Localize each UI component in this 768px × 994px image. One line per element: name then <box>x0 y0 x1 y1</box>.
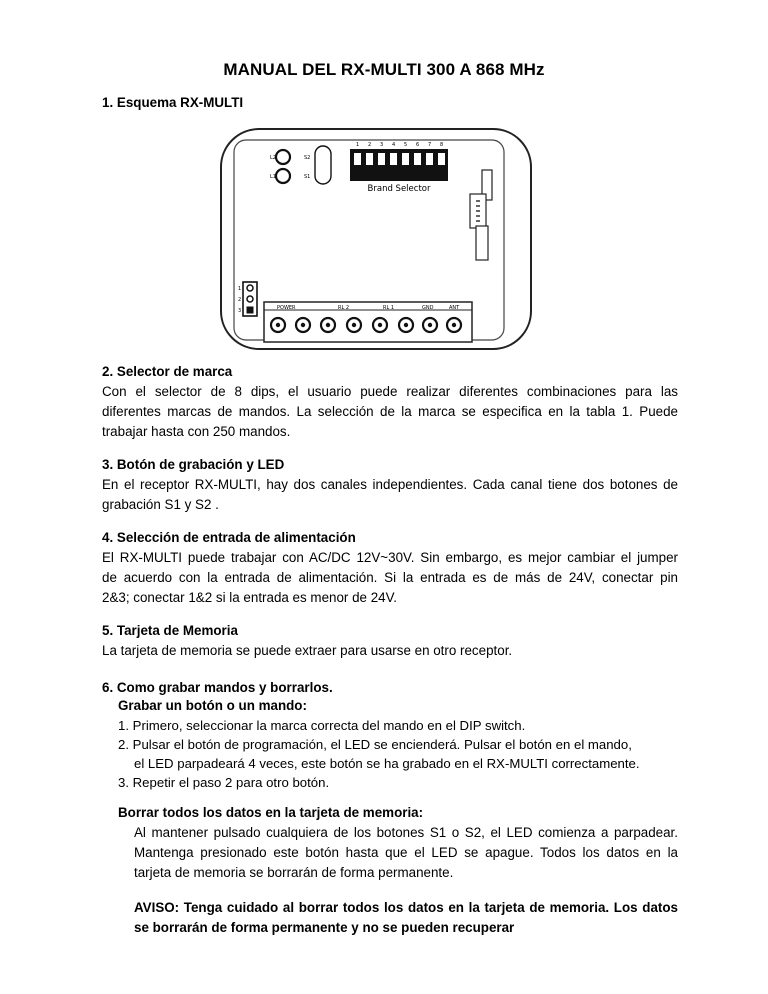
svg-text:4: 4 <box>392 142 396 148</box>
section-4-heading: 4. Selección de entrada de alimentación <box>102 530 356 545</box>
svg-text:8: 8 <box>440 142 444 148</box>
terminal-gnd: GND <box>422 305 434 311</box>
section-2-line-3: trabajar hasta con 250 mandos. <box>102 424 291 439</box>
section-3-heading: 3. Botón de grabación y LED <box>102 457 285 472</box>
record-subheading: Grabar un botón o un mando: <box>118 698 307 713</box>
terminal-ant: ANT <box>449 305 460 311</box>
svg-text:5: 5 <box>404 142 408 148</box>
jumper-pin-3: 3 <box>238 308 242 314</box>
svg-text:7: 7 <box>428 142 432 148</box>
svg-text:1: 1 <box>356 142 360 148</box>
section-5-heading: 5. Tarjeta de Memoria <box>102 623 238 638</box>
brand-selector-label: Brand Selector <box>367 184 431 194</box>
terminal-rl1: RL 1 <box>383 305 395 311</box>
section-2-line-1: Con el selector de 8 dips, el usuario puede realizar diferentes combinaciones para las <box>102 384 678 399</box>
jumper-pin-2: 2 <box>238 297 242 303</box>
erase-line-1: Al mantener pulsado cualquiera de los botones S1 o S2, el LED comienza a parpadear. <box>134 825 678 840</box>
terminal-power: POWER <box>277 305 296 311</box>
section-1-heading: 1. Esquema RX-MULTI <box>102 95 244 110</box>
memory-card-bottom <box>476 226 488 260</box>
section-4-line-3: 2&3; conectar 1&2 si la entrada es menor de 24V. <box>102 590 398 605</box>
erase-subheading: Borrar todos los datos en la tarjeta de memoria: <box>118 805 424 820</box>
section-4-line-1: El RX-MULTI puede trabajar con AC/DC 12V~30V. Sin embargo, es mejor cambiar el jumper <box>102 550 678 565</box>
svg-text:6: 6 <box>416 142 420 148</box>
section-6-heading: 6. Como grabar mandos y borrarlos. <box>102 680 333 695</box>
erase-line-3: tarjeta de memoria se borrarán de forma permanente. <box>134 865 454 880</box>
section-3-line-2: grabación S1 y S2 . <box>102 497 219 512</box>
terminal-rl2: RL 2 <box>338 305 350 311</box>
section-3-line-1: En el receptor RX-MULTI, hay dos canales independientes. Cada canal tiene dos botones de <box>102 477 678 492</box>
section-2-line-2: diferentes marcas de mandos. La selección de la marca se especifica en la tabla 1. Puede <box>102 404 678 419</box>
record-step-2: 2. Pulsar el botón de programación, el LED se encienderá. Pulsar el botón en el mando, <box>118 737 632 752</box>
label-l2: L2 <box>270 155 276 161</box>
record-step-1: 1. Primero, seleccionar la marca correcta del mando en el DIP switch. <box>118 718 526 733</box>
section-4-line-2: de acuerdo con la entrada de alimentación. Si la entrada es de más de 24V, conectar pin <box>102 570 678 585</box>
record-step-3: 3. Repetir el paso 2 para otro botón. <box>118 775 330 790</box>
record-step-2-cont: el LED parpadeará 4 veces, este botón se ha grabado en el RX-MULTI correctamente. <box>134 756 640 771</box>
erase-line-2: Mantenga presionado este botón hasta que el LED se apague. Todos los datos en la <box>134 845 678 860</box>
svg-text:3: 3 <box>380 142 384 148</box>
warning-line-1: AVISO: Tenga cuidado al borrar todos los datos en la tarjeta de memoria. Los datos <box>134 900 678 915</box>
rx-multi-diagram <box>220 128 532 350</box>
section-2-heading: 2. Selector de marca <box>102 364 233 379</box>
label-s2: S2 <box>304 155 311 161</box>
jumper-pin-1: 1 <box>238 286 242 292</box>
section-5-text: La tarjeta de memoria se puede extraer para usarse en otro receptor. <box>102 643 513 658</box>
svg-text:2: 2 <box>368 142 372 148</box>
label-l1: L1 <box>270 174 276 180</box>
dip-switch-block <box>350 149 448 181</box>
warning-line-2: se borrarán de forma permanente y no se pueden recuperar <box>134 920 515 935</box>
label-s1: S1 <box>304 174 311 180</box>
page-title: MANUAL DEL RX-MULTI 300 A 868 MHz <box>223 60 545 79</box>
